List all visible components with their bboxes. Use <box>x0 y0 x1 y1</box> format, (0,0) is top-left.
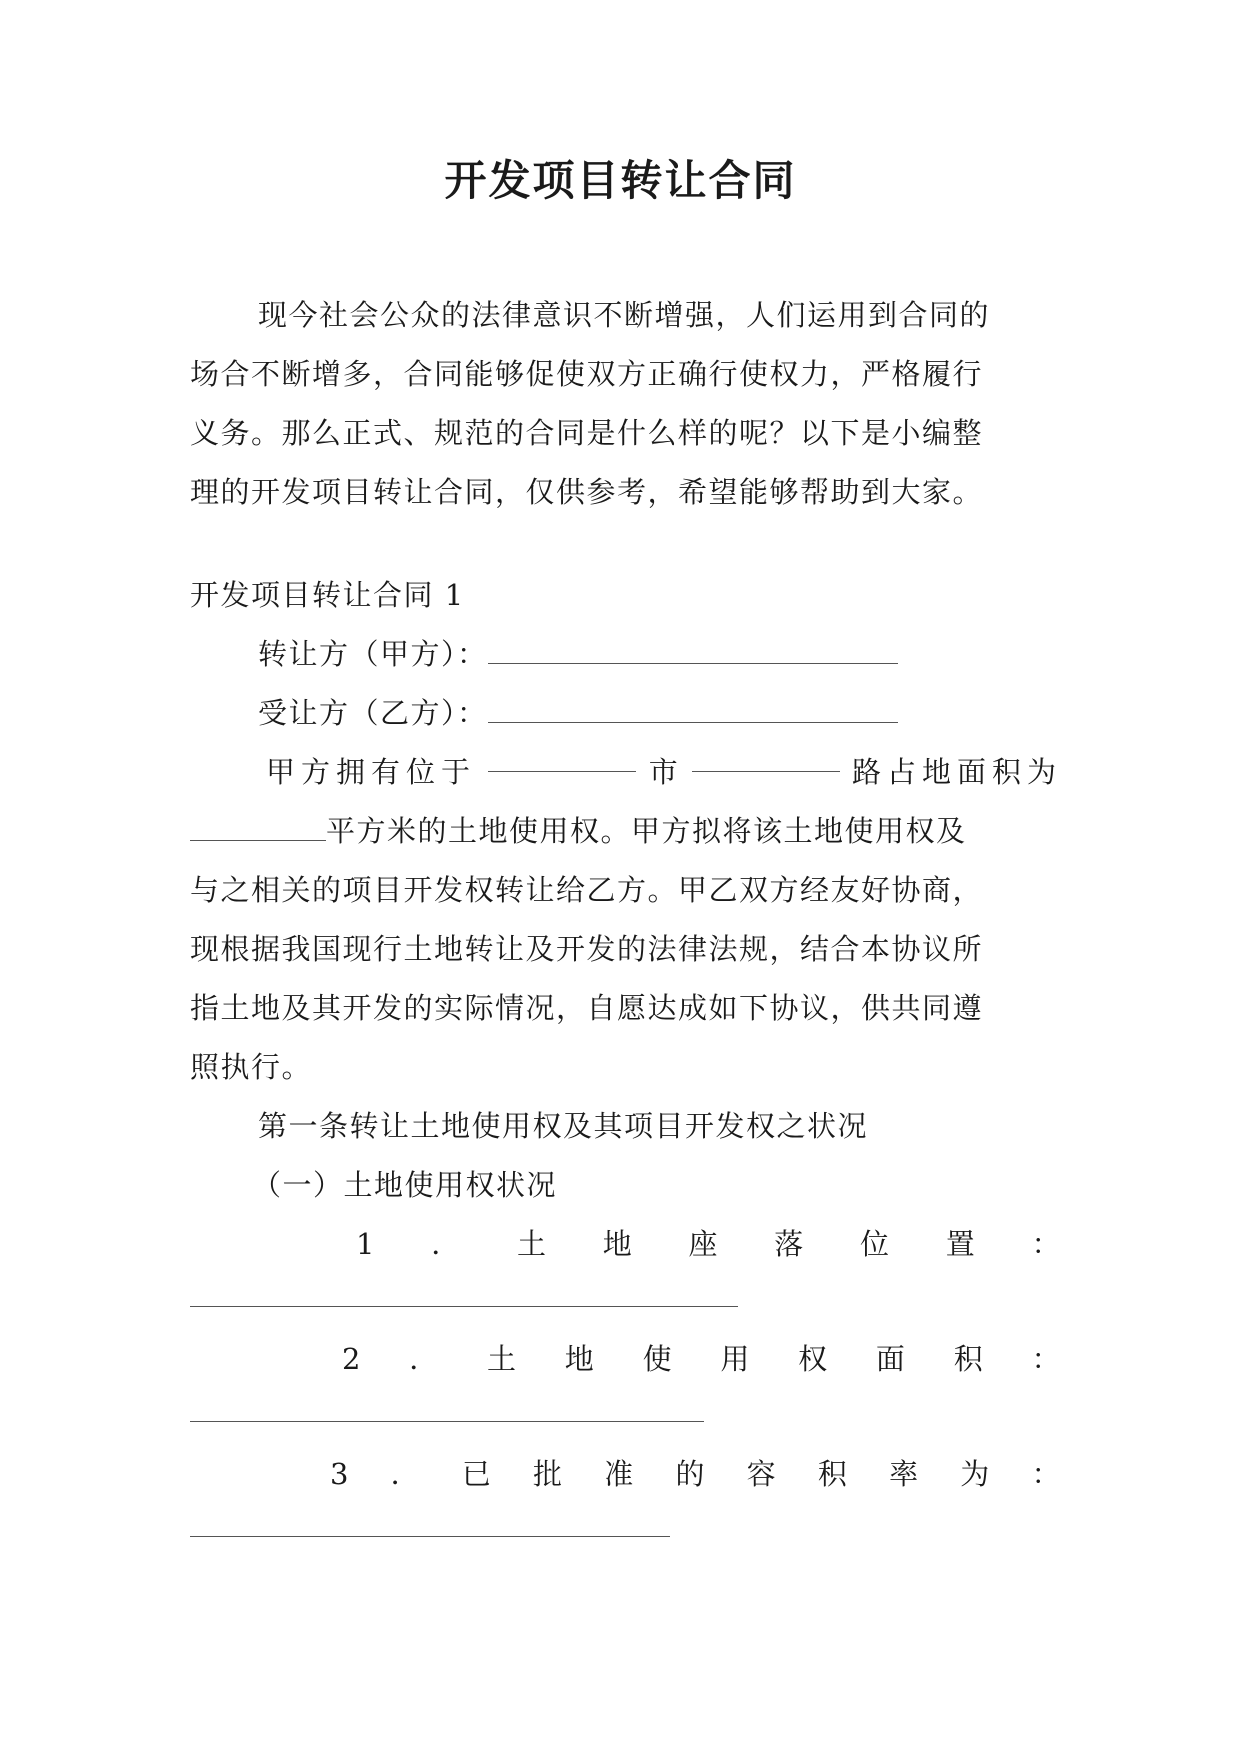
item-2-char: 积 <box>953 1342 985 1376</box>
road-blank <box>692 743 840 772</box>
intro-line-3: 义务。那么正式、规范的合同是什么样的呢？以下是小编整 <box>190 416 984 450</box>
item-3-char: 积 <box>817 1457 849 1491</box>
document-body <box>190 286 1062 1560</box>
item-2-line <box>190 1330 1062 1389</box>
item-3-char: 批 <box>533 1457 564 1491</box>
item-3-char: 已 <box>461 1457 493 1491</box>
paragraph-spacer <box>190 522 1062 566</box>
item-1-char: 地 <box>602 1227 634 1261</box>
clause-line-3: 与之相关的项目开发权转让给乙方。甲乙双方经友好协商， <box>190 873 984 907</box>
item-1-char: ． <box>431 1227 462 1261</box>
item-2-char: 权 <box>798 1342 829 1376</box>
document-title: 开发项目转让合同 <box>444 156 797 205</box>
item-1-char: ： <box>1031 1227 1062 1261</box>
area-blank <box>190 812 326 841</box>
item-3-char: ． <box>390 1457 422 1491</box>
clause-line-5: 指土地及其开发的实际情况，自愿达成如下协议，供共同遵 <box>190 991 984 1025</box>
item-3-char: 为 <box>960 1457 991 1491</box>
item-3-char: 准 <box>604 1457 635 1491</box>
item-3-char: 率 <box>889 1457 920 1491</box>
item-2-char: 使 <box>642 1342 674 1376</box>
contract-heading: 开发项目转让合同 1 <box>190 578 465 612</box>
clause-line-1 <box>190 743 1062 802</box>
clause-seg-1: 甲方拥有位于 <box>266 755 477 789</box>
item-2-char: 用 <box>720 1342 751 1376</box>
item-1-blank <box>190 1278 738 1307</box>
clause-seg-2: 市 <box>648 755 680 789</box>
clause-line-6: 照执行。 <box>190 1050 313 1084</box>
item-2-char: ． <box>409 1342 440 1376</box>
section-1-heading: （一）土地使用权状况 <box>252 1168 558 1202</box>
item-1-char: 座 <box>688 1227 719 1261</box>
party-b-label: 受让方（乙方）： <box>258 696 488 730</box>
item-3-char: 容 <box>746 1457 778 1491</box>
intro-line-4: 理的开发项目转让合同，仅供参考，希望能够帮助到大家。 <box>190 475 984 509</box>
item-3-char: 的 <box>675 1457 706 1491</box>
city-blank <box>488 743 636 772</box>
item-1-char: 落 <box>774 1227 805 1261</box>
intro-line-2: 场合不断增多，合同能够促使双方正确行使权力，严格履行 <box>190 357 984 391</box>
item-2-char: 面 <box>875 1342 907 1376</box>
party-a-label: 转让方（甲方）： <box>258 637 488 671</box>
item-3-line <box>190 1445 1062 1504</box>
clause-seg-4: 平方米的土地使用权。甲方拟将该土地使用权及 <box>326 814 967 848</box>
item-3-char: ： <box>1031 1457 1062 1491</box>
item-3-blank <box>190 1508 670 1537</box>
item-2-char: 地 <box>564 1342 596 1376</box>
item-1-char: 土 <box>516 1227 548 1261</box>
clause-line-4: 现根据我国现行土地转让及开发的法律法规，结合本协议所 <box>190 932 984 966</box>
item-2-blank <box>190 1393 704 1422</box>
article-1-heading: 第一条转让土地使用权及其项目开发权之状况 <box>258 1109 869 1143</box>
party-a-blank <box>488 635 898 664</box>
item-2-char: ： <box>1031 1342 1062 1376</box>
item-2-char: 土 <box>487 1342 518 1376</box>
item-3-char: 3 <box>330 1457 350 1491</box>
item-1-blank-line <box>190 1274 1062 1330</box>
item-1-char: 位 <box>859 1227 891 1261</box>
party-b-blank <box>488 694 898 723</box>
intro-line-1: 现今社会公众的法律意识不断增强，人们运用到合同的 <box>258 298 991 332</box>
clause-seg-3: 路占地面积为 <box>851 755 1062 789</box>
item-1-char: 1 <box>356 1227 376 1261</box>
item-1-char: 置 <box>945 1227 977 1261</box>
party-a-line <box>190 625 1062 684</box>
item-2-blank-line <box>190 1389 1062 1445</box>
item-3-blank-line <box>190 1504 1062 1560</box>
item-1-line <box>190 1215 1062 1274</box>
clause-line-2 <box>190 802 1062 861</box>
party-b-line <box>190 684 1062 743</box>
item-2-char: 2 <box>342 1342 362 1376</box>
